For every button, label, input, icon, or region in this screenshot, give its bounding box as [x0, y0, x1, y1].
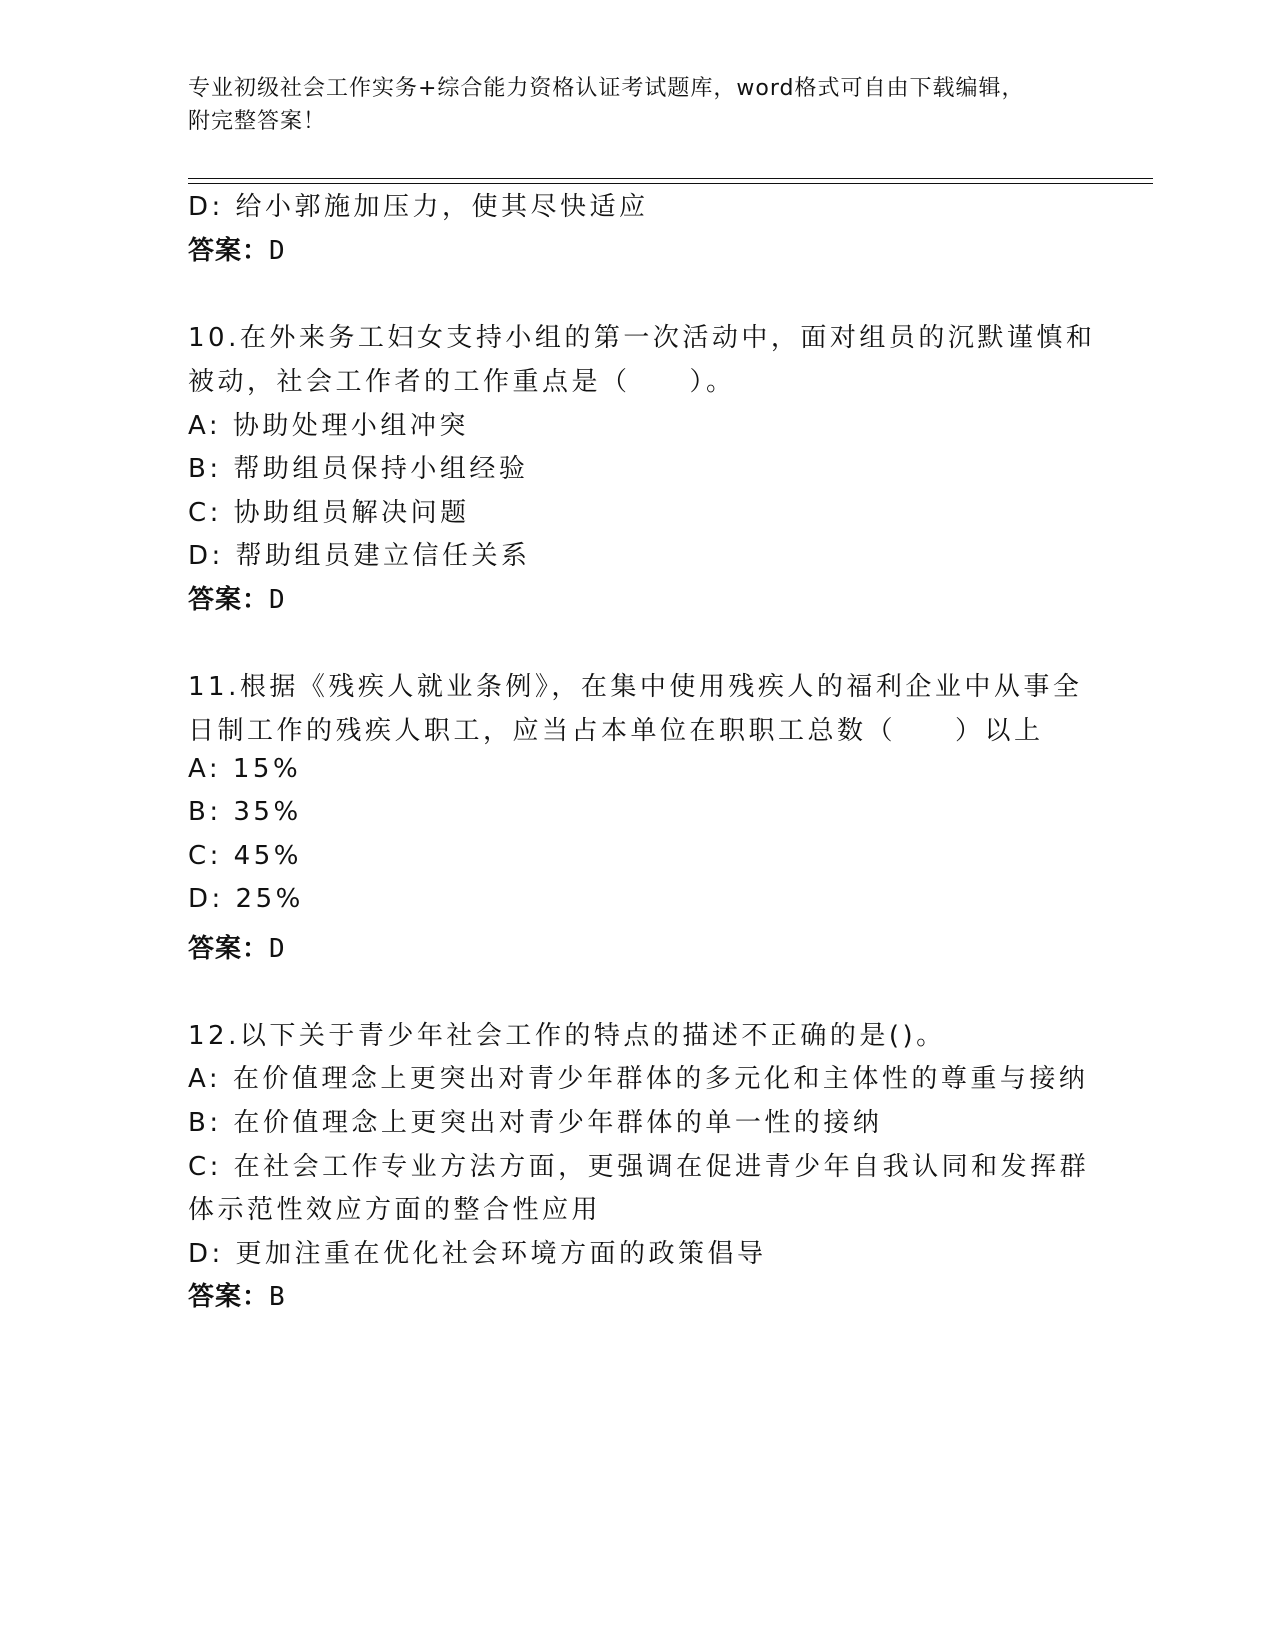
document-header	[188, 72, 1088, 138]
q10-option-c: C: 协助组员解决问题	[188, 498, 470, 528]
q11-option-c: C: 45%	[188, 841, 302, 871]
prev-option-d: D: 给小郭施加压力，使其尽快适应	[188, 192, 649, 222]
q10-option-b: B: 帮助组员保持小组经验	[188, 454, 529, 484]
answer-value: D	[269, 934, 286, 964]
prev-answer	[188, 230, 286, 267]
q11-answer	[188, 928, 286, 965]
header-divider-top	[188, 178, 1153, 179]
q12-option-d: D: 更加注重在优化社会环境方面的政策倡导	[188, 1239, 767, 1269]
q12-option-a: A: 在价值理念上更突出对青少年群体的多元化和主体性的尊重与接纳	[188, 1064, 1089, 1094]
q10-option-d: D: 帮助组员建立信任关系	[188, 541, 531, 571]
answer-value: D	[269, 585, 286, 615]
q10-answer	[188, 579, 286, 616]
q12-option-b: B: 在价值理念上更突出对青少年群体的单一性的接纳	[188, 1108, 883, 1138]
answer-label: 答案：	[188, 1282, 270, 1312]
q12-option-c: C: 在社会工作专业方法方面，更强调在促进青少年自我认同和发挥群	[188, 1152, 1090, 1182]
q11-stem-line-1: 11.根据《残疾人就业条例》，在集中使用残疾人的福利企业中从事全	[188, 672, 1083, 702]
header-line-2: 附完整答案！	[188, 109, 327, 134]
q11-option-b: B: 35%	[188, 797, 302, 827]
answer-label: 答案：	[188, 236, 270, 266]
q11-option-d: D: 25%	[188, 884, 304, 914]
q12-option-c-continued: 体示范性效应方面的整合性应用	[188, 1195, 602, 1225]
q11-option-a: A: 15%	[188, 754, 302, 784]
answer-value: D	[269, 236, 286, 266]
header-divider-bottom	[188, 183, 1153, 184]
q10-stem-line-2: 被动，社会工作者的工作重点是（ ）。	[188, 367, 736, 397]
q12-stem-line-1: 12.以下关于青少年社会工作的特点的描述不正确的是()。	[188, 1021, 946, 1051]
q12-answer	[188, 1276, 286, 1313]
header-line-1: 专业初级社会工作实务+综合能力资格认证考试题库，word格式可自由下载编辑，	[188, 76, 1025, 101]
q10-stem-line-1: 10.在外来务工妇女支持小组的第一次活动中，面对组员的沉默谨慎和	[188, 323, 1096, 353]
q10-option-a: A: 协助处理小组冲突	[188, 411, 469, 441]
q11-stem-line-2: 日制工作的残疾人职工，应当占本单位在职职工总数（ ）以上	[188, 716, 1044, 746]
answer-label: 答案：	[188, 934, 270, 964]
answer-value: B	[269, 1282, 286, 1312]
answer-label: 答案：	[188, 585, 270, 615]
